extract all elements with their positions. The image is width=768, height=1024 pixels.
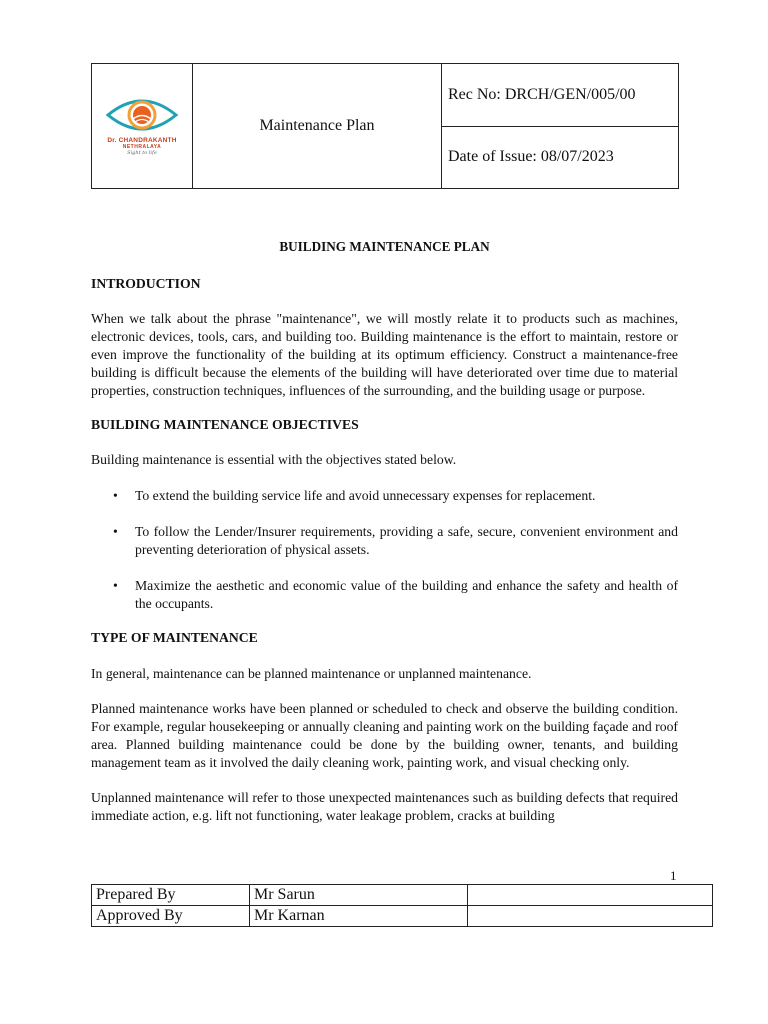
approved-by-name: Mr Karnan [250, 906, 468, 927]
header-table [91, 63, 679, 189]
bullet-icon: • [113, 524, 118, 539]
bullet-icon: • [113, 488, 118, 503]
prepared-by-name: Mr Sarun [250, 885, 468, 906]
section-heading-types: TYPE OF MAINTENANCE [91, 630, 258, 645]
table-row [92, 885, 713, 906]
introduction-paragraph: When we talk about the phrase "maintenance", we will mostly relate it to products such as machines, electronic devices, tools, cars, and building too. Building maintenance is the effort to maintain, restore or even improve the functionality of the building at its optimum efficiency. Construct a maintenance-free building is difficult because the elements of the building will have deteriorated over time due to material properties, construction techniques, influences of the surrounding, and the building usage or purpose. [91, 311, 678, 398]
approved-by-signature [468, 906, 713, 927]
prepared-by-signature [468, 885, 713, 906]
table-row [92, 906, 713, 927]
section-heading-objectives: BUILDING MAINTENANCE OBJECTIVES [91, 417, 359, 432]
types-paragraph-2: Planned maintenance works have been planned or scheduled to check and observe the building condition. For example, regular housekeeping or annually cleaning and painting work on the building façade and roof area. Planned building maintenance could be done by the building owner, tenants, and building management team as it involved the daily cleaning work, painting work, and visual checking only. [91, 701, 678, 770]
section-heading-introduction: INTRODUCTION [91, 276, 201, 291]
prepared-by-label: Prepared By [92, 885, 250, 906]
date-of-issue: Date of Issue: 08/07/2023 [442, 126, 679, 189]
record-number: Rec No: DRCH/GEN/005/00 [442, 64, 679, 127]
hospital-logo [104, 93, 180, 157]
objectives-list [91, 487, 678, 613]
objectives-lead: Building maintenance is essential with the objectives stated below. [91, 452, 457, 467]
list-item: • To extend the building service life and avoid unnecessary expenses for replacement. [113, 488, 596, 503]
document-title: BUILDING MAINTENANCE PLAN [279, 239, 490, 254]
list-item: • Maximize the aesthetic and economic value of the building and enhance the safety and health of the occupants. [113, 578, 678, 611]
document-body [91, 232, 678, 825]
page-number: 1 [670, 868, 677, 883]
approval-table [91, 884, 713, 927]
logo-tagline: Sight to life [127, 150, 157, 156]
types-paragraph-1: In general, maintenance can be planned maintenance or unplanned maintenance. [91, 666, 532, 681]
logo-cell [92, 64, 193, 189]
list-item: • To follow the Lender/Insurer requirements, providing a safe, secure, convenient environment and preventing deterioration of physical assets. [113, 524, 678, 557]
bullet-icon: • [113, 578, 118, 593]
logo-brand-line2: NETHRALAYA [122, 144, 162, 150]
logo-brand-line1: Dr. CHANDRAKANTH [107, 137, 177, 144]
header-title: Maintenance Plan [193, 64, 442, 189]
eye-sun-logo-icon [104, 93, 180, 137]
approved-by-label: Approved By [92, 906, 250, 927]
types-paragraph-3: Unplanned maintenance will refer to those unexpected maintenances such as building defects that required immediate action, e.g. lift not functioning, water leakage problem, cracks at building [91, 790, 678, 823]
